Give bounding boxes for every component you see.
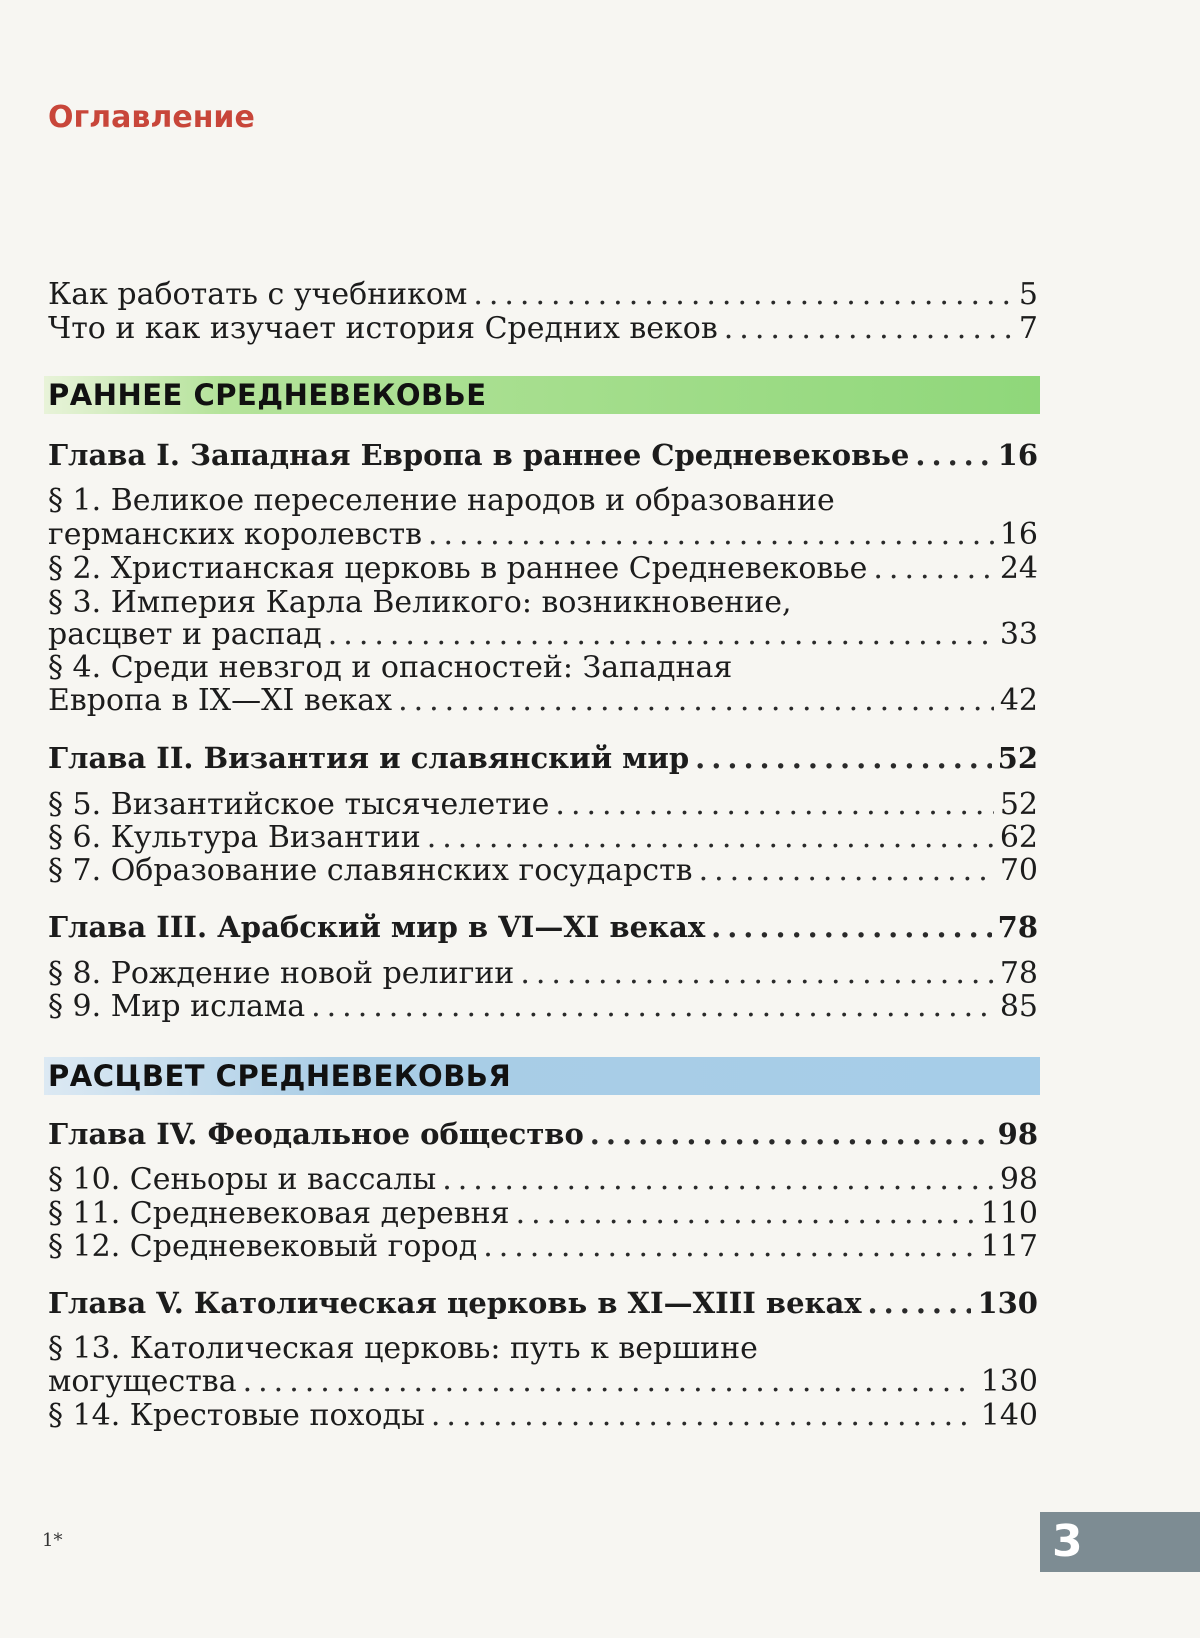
leader-dots bbox=[442, 1163, 994, 1197]
toc-chapter-5[interactable]: Глава V. Католическая церковь в XI—XIII веках ..... 130 bbox=[48, 1286, 1038, 1320]
signature-mark: 1* bbox=[42, 1530, 63, 1551]
leader-dots bbox=[328, 618, 994, 652]
toc-item-4-line1: § 4. Среди невзгод и опасностей: Западная bbox=[48, 650, 733, 685]
toc-item-7[interactable]: § 7. Образование славянских государств ..... 70 bbox=[48, 854, 1038, 888]
toc-item-14[interactable]: § 14. Крестовые походы ..... 140 bbox=[48, 1399, 1038, 1433]
leader-dots bbox=[873, 552, 993, 586]
leader-dots bbox=[555, 788, 993, 822]
toc-item-8[interactable]: § 8. Рождение новой религии ..... 78 bbox=[48, 957, 1038, 991]
toc-entry-intro-2[interactable]: Что и как изучает история Средних веков ..... 7 bbox=[48, 312, 1038, 346]
leader-dots bbox=[311, 990, 994, 1024]
leader-dots bbox=[243, 1365, 975, 1399]
toc-entry-intro-1[interactable]: Как работать с учебником ..... 5 bbox=[48, 278, 1038, 312]
toc-item-13-line1: § 13. Католическая церковь: путь к вершине bbox=[48, 1331, 758, 1366]
toc-item-12[interactable]: § 12. Средневековый город ..... 117 bbox=[48, 1230, 1038, 1264]
toc-item-13[interactable]: могущества ..... 130 bbox=[48, 1365, 1038, 1399]
leader-dots bbox=[724, 312, 1013, 346]
toc-item-4[interactable]: Европа в IX—XI веках ..... 42 bbox=[48, 684, 1038, 718]
toc-item-1[interactable]: германских королевств ..... 16 bbox=[48, 518, 1038, 552]
leader-dots bbox=[483, 1230, 975, 1264]
toc-chapter-4[interactable]: Глава IV. Феодальное общество ..... 98 bbox=[48, 1117, 1038, 1151]
leader-dots bbox=[427, 821, 994, 855]
section-heading-early-middle-ages: РАННЕЕ СРЕДНЕВЕКОВЬЕ bbox=[44, 376, 1040, 414]
leader-dots bbox=[520, 957, 994, 991]
leader-dots bbox=[868, 1286, 972, 1320]
page-title: Оглавление bbox=[48, 100, 255, 135]
toc-item-3-line1: § 3. Империя Карла Великого: возникновение, bbox=[48, 585, 792, 620]
leader-dots bbox=[695, 741, 991, 775]
toc-item-6[interactable]: § 6. Культура Византии ..... 62 bbox=[48, 821, 1038, 855]
toc-chapter-2[interactable]: Глава II. Византия и славянский мир ..... 52 bbox=[48, 741, 1038, 775]
leader-dots bbox=[590, 1117, 992, 1151]
toc-item-1-line1: § 1. Великое переселение народов и образование bbox=[48, 483, 835, 518]
leader-dots bbox=[473, 278, 1013, 312]
section-heading-high-middle-ages: РАСЦВЕТ СРЕДНЕВЕКОВЬЯ bbox=[44, 1057, 1040, 1095]
toc-item-2[interactable]: § 2. Христианская церковь в раннее Средневековье ..... 24 bbox=[48, 552, 1038, 586]
toc-chapter-1[interactable]: Глава I. Западная Европа в раннее Средневековье ..... 16 bbox=[48, 438, 1038, 472]
leader-dots bbox=[398, 684, 994, 718]
leader-dots bbox=[428, 518, 994, 552]
leader-dots bbox=[699, 854, 994, 888]
leader-dots bbox=[431, 1399, 975, 1433]
page-number: 3 bbox=[1052, 1516, 1083, 1567]
toc-chapter-3[interactable]: Глава III. Арабский мир в VI—XI веках ..... 78 bbox=[48, 910, 1038, 944]
toc-item-3[interactable]: расцвет и распад ..... 33 bbox=[48, 618, 1038, 652]
leader-dots bbox=[711, 910, 992, 944]
leader-dots bbox=[915, 438, 991, 472]
toc-item-9[interactable]: § 9. Мир ислама ..... 85 bbox=[48, 990, 1038, 1024]
toc-item-11[interactable]: § 11. Средневековая деревня ..... 110 bbox=[48, 1197, 1038, 1231]
toc-item-5[interactable]: § 5. Византийское тысячелетие ..... 52 bbox=[48, 788, 1038, 822]
leader-dots bbox=[516, 1197, 975, 1231]
toc-item-10[interactable]: § 10. Сеньоры и вассалы ..... 98 bbox=[48, 1163, 1038, 1197]
